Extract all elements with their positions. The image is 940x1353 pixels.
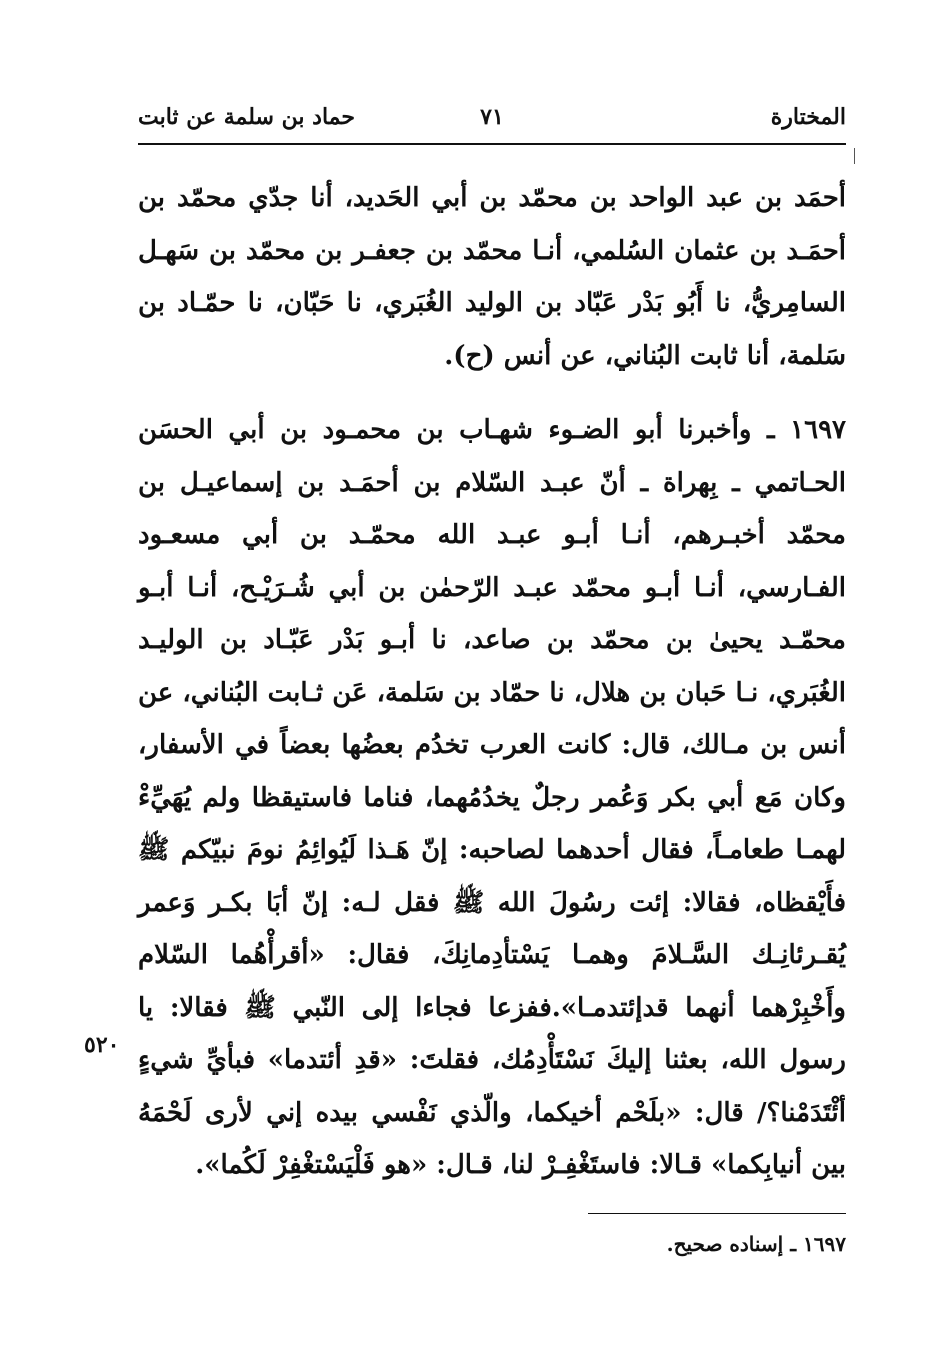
header-page-number: ٧١ [480,104,504,130]
page-header [138,100,846,140]
paragraph-hadith-1697: ١٦٩٧ ـ وأخبرنا أبو الضـوء شهـاب بن محمـود بن أبي الحسَن الحـاتمي ـ بِهراة ـ أنّ عبـد السّلام بن أحمَـد بن إسماعيـل بن محمّد أخبـرهم، أنـا أبـو عبـد الله محمّـد بن أبي مسعـود الفـارسي، أنـا أبـو محمّد عبـد الرّحمٰن بن أبي شُـرَيْـح، أنـا أبـو محمّـد يحيىٰ بن محمّد بن صاعد، نا أبـو بَدْر عَبّـاد بن الوليـد الغُبَري، نـا حَبان بن هلال، نا حمّاد بن سَلمة، عَن ثـابت البُناني، عن أنس بن مـالك، قال: كانت العرب تخدُم بعضُها بعضاً في الأسفار، وكان مَع أبي بكر وَعُمر رجلٌ يخدُمُهما، فناما فاستيقظا ولم يُهَيِّءْ لهمـا طعامـاً، فقال أحدهما لصاحبه: إنّ هَـذا لَيُوائِمُ نومَ نبيّكم ﷺ فأَيْقظاه، فقالا: إئت رسُولَ الله ﷺ فقل لـه: إنّ أبَا بكـر وَعمر يُقـرئانِـك السَّـلامَ وهمـا يَسْتأدِمانِكَ، فقال: «أقرأْهُما السّلام وأَخْبِرْهما أنهما قدإئتدمـا».ففزعا فجاءا إلى النّبي ﷺ فقالا: يا رسول الله، بعثنا إليكَ نَسْتَأْدِمُك، فقلتَ: «قدِ أئتدما» فبأيِّ شيءٍ أئْتَدَمْنا؟/ قال: «بلَحْم أخيكما، والّذي نَفْسي بيده إني لأرى لَحْمَهُ بين أنيابِكما» قـالا: فاستَغْفِـرْ لنا، قـال: «هو فَلْيَسْتغْفِرْ لَكُما». [138,415,846,1180]
header-section-title: المختارة [770,104,846,130]
margin-tick [854,148,855,164]
header-running-title: حماد بن سلمة عن ثابت [138,104,355,130]
paragraph-isnad: أحمَد بن عبد الواحد بن محمّد بن أبي الحَديد، أنا جدّي محمّد بن أحمَـد بن عثمان السُلمي، أنـا محمّد بن جعفـر بن محمّد بن سَهـل السامِريُّ، نا أَبُو بَدْر عَبّاد بن الوليد الغُبَري، نا حَبّان، نا حمّـاد بن سَلمة، أنا ثابت البُناني، عن أنس (ح). [138,183,846,371]
paragraph-gap [138,382,846,404]
header-rule [138,143,846,145]
footnote: ١٦٩٧ ـ إسناده صحيح. [666,1232,846,1256]
margin-page-reference: ٥٢٠ [84,1032,120,1058]
main-text [138,172,846,1192]
footnote-rule [588,1213,846,1214]
